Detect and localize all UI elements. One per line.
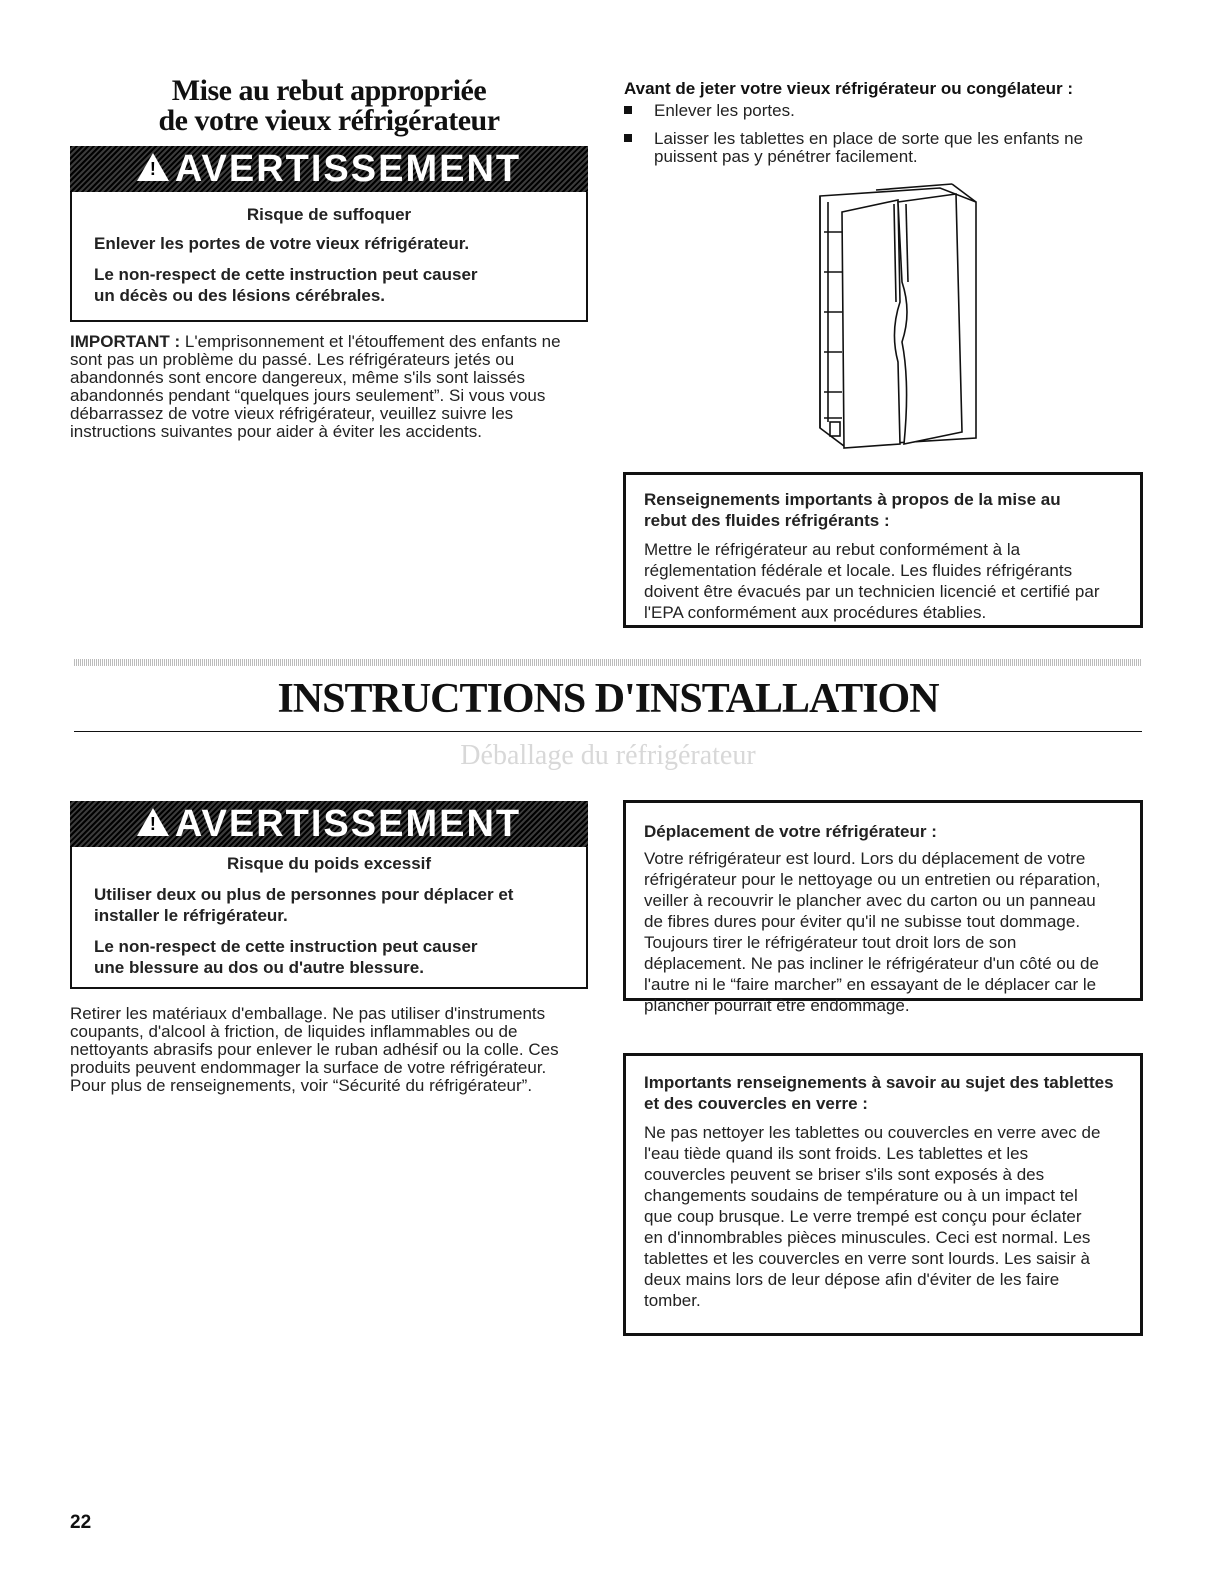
glass-line: Ne pas nettoyer les tablettes ou couvercles en verre avec de: [644, 1123, 1101, 1142]
disposal-title-line2: de votre vieux réfrigérateur: [158, 104, 500, 137]
important-label: IMPORTANT :: [70, 332, 181, 351]
bullet-square-icon: [624, 134, 632, 142]
glass-line: changements soudains de température ou à un impact tel: [644, 1186, 1078, 1205]
warning-risk: Risque de suffoquer: [246, 205, 412, 224]
warning-consequence-line1: Le non-respect de cette instruction peut causer: [94, 937, 478, 956]
moving-line: veiller à recouvrir le plancher avec du carton ou un panneau: [644, 891, 1096, 910]
glass-line: en d'innombrables pièces minuscules. Ceci est normal. Les: [644, 1228, 1091, 1247]
page-number: 22: [70, 1512, 92, 1533]
unpacking-line: Retirer les matériaux d'emballage. Ne pas utiliser d'instruments: [70, 1004, 546, 1023]
refrigerant-line: doivent être évacués par un technicien licencié et certifié par: [644, 582, 1100, 601]
glass-line: l'eau tiède quand ils sont froids. Les tablettes et les: [644, 1144, 1029, 1163]
refrigerant-disposal-box: [623, 472, 1143, 628]
warning-body: [70, 192, 588, 322]
warning-instruction-line1: Utiliser deux ou plus de personnes pour déplacer et: [94, 885, 514, 904]
disposal-title: [70, 76, 588, 136]
refrigerant-line: l'EPA conformément aux procédures établies.: [644, 603, 987, 622]
important-line: débarrassez de votre vieux réfrigérateur, veuillez suivre les: [70, 404, 514, 423]
glass-line: deux mains lors de leur dépose afin d'éviter de les faire: [644, 1270, 1060, 1289]
unpacking-paragraph: [70, 1005, 600, 1095]
moving-line: de fibres dures pour éviter qu'il ne subisse tout dommage.: [644, 912, 1081, 931]
important-line: sont pas un problème du passé. Les réfrigérateurs jetés ou: [70, 350, 515, 369]
glass-box-text: [644, 1122, 1122, 1311]
glass-line: couvercles peuvent se briser s'ils sont exposés à des: [644, 1165, 1045, 1184]
refrigerant-heading-line: Renseignements importants à propos de la mise au: [644, 490, 1061, 509]
warning-header: [70, 801, 588, 847]
warning-instruction: Enlever les portes de votre vieux réfrigérateur.: [94, 234, 470, 253]
moving-line: réfrigérateur pour le nettoyage ou un entretien ou réparation,: [644, 870, 1101, 889]
refrigerant-box-heading: [644, 489, 1122, 531]
unpacking-line: Pour plus de renseignements, voir “Sécurité du réfrigérateur”.: [70, 1076, 533, 1095]
moving-box-text: [644, 848, 1122, 1016]
important-line: L'emprisonnement et l'étouffement des enfants ne: [180, 332, 561, 351]
refrigerant-heading-line: rebut des fluides réfrigérants :: [644, 511, 890, 530]
moving-line: Toujours tirer le réfrigérateur tout droit lors de son: [644, 933, 1017, 952]
unpacking-line: coupants, d'alcool à friction, de liquides inflammables ou de: [70, 1022, 518, 1041]
glass-line: tablettes et les couvercles en verre sont lourds. Les saisir à: [644, 1249, 1090, 1268]
glass-shelves-box: [623, 1053, 1143, 1336]
warning-header: [70, 146, 588, 192]
disposal-title-line1: Mise au rebut appropriée: [171, 74, 487, 107]
moving-line: Votre réfrigérateur est lourd. Lors du déplacement de votre: [644, 849, 1086, 868]
before-disposal-heading: Avant de jeter votre vieux réfrigérateur ou congélateur :: [624, 79, 1074, 98]
refrigerant-line: Mettre le réfrigérateur au rebut conformément à la: [644, 540, 1021, 559]
refrigerant-line: réglementation fédérale et locale. Les fluides réfrigérants: [644, 561, 1073, 580]
bullet-item: Laisser les tablettes en place de sorte que les enfants ne puissent pas y pénétrer facilement.: [624, 130, 1144, 170]
important-line: abandonnés pendant “quelques jours seulement”. Si vous vous: [70, 386, 546, 405]
glass-heading-line: Importants renseignements à savoir au sujet des tablettes: [644, 1073, 1114, 1092]
important-line: instructions suivantes pour aider à éviter les accidents.: [70, 422, 482, 441]
unpacking-line: nettoyants abrasifs pour enlever le ruban adhésif ou la colle. Ces: [70, 1040, 559, 1059]
important-paragraph: [70, 333, 600, 441]
warning-instruction-line2: installer le réfrigérateur.: [94, 906, 288, 925]
glass-heading-line: et des couvercles en verre :: [644, 1094, 868, 1113]
moving-line: plancher pourrait être endommagé.: [644, 996, 910, 1015]
warning-consequence-line1: Le non-respect de cette instruction peut causer: [94, 265, 478, 284]
moving-line: déplacement. Ne pas incliner le réfrigérateur d'un côté ou de: [644, 954, 1099, 973]
warning-triangle-icon: !: [137, 808, 169, 836]
glass-line: que coup brusque. Le verre trempé est conçu pour éclater: [644, 1207, 1082, 1226]
refrigerator-illustration: [780, 182, 990, 464]
warning-triangle-icon: !: [137, 153, 169, 181]
warning-consequence-line2: un décès ou des lésions cérébrales.: [94, 286, 386, 305]
glass-box-heading: [644, 1072, 1122, 1114]
important-line: abandonnés sont encore dangereux, même s'ils sont laissés: [70, 368, 525, 387]
moving-refrigerator-box: [623, 800, 1143, 1015]
installation-title-rule: [74, 731, 1142, 732]
glass-line: tomber.: [644, 1291, 701, 1310]
bullet-square-icon: [624, 106, 632, 114]
bullet-item: Enlever les portes.: [624, 102, 1144, 122]
unpacking-line: produits peuvent endommager la surface de votre réfrigérateur.: [70, 1058, 547, 1077]
warning-consequence-line2: une blessure au dos ou d'autre blessure.: [94, 958, 424, 977]
warning-risk: Risque du poids excessif: [226, 854, 432, 873]
section-divider: [74, 659, 1142, 666]
moving-line: l'autre ni le “faire marcher” en essayant de le déplacer car le: [644, 975, 1097, 994]
warning-header-text: AVERTISSEMENT: [174, 803, 522, 845]
refrigerant-box-text: [644, 539, 1122, 623]
installation-title: INSTRUCTIONS D'INSTALLATION: [277, 676, 939, 722]
warning-body: [70, 847, 588, 989]
unpacking-subtitle: Déballage du réfrigérateur: [460, 740, 756, 771]
warning-header-text: AVERTISSEMENT: [174, 148, 522, 190]
moving-box-heading: Déplacement de votre réfrigérateur :: [644, 822, 937, 841]
